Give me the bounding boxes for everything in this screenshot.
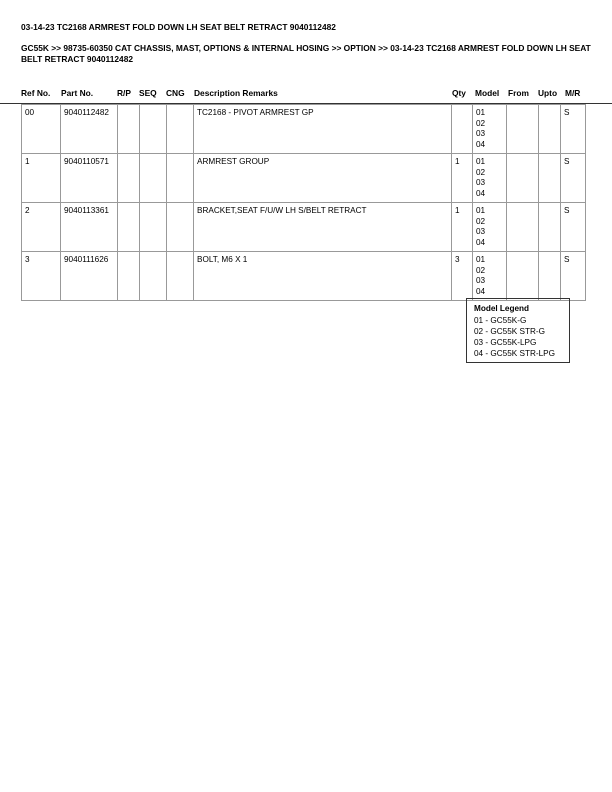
- model-code: 04: [476, 286, 486, 296]
- cell-ref: 1: [22, 154, 61, 203]
- cell-mr: S: [561, 252, 586, 301]
- cell-part: 9040110571: [61, 154, 118, 203]
- cell-cng: [167, 252, 194, 301]
- legend-item: 04 - GC55K STR-LPG: [474, 349, 555, 358]
- cell-upto: [539, 203, 561, 252]
- model-code: 02: [476, 265, 486, 275]
- model-code: 01: [476, 206, 486, 215]
- cell-mr: S: [561, 105, 586, 154]
- model-code: 02: [476, 216, 486, 226]
- cell-cng: [167, 203, 194, 252]
- cell-desc: TC2168 - PIVOT ARMREST GP: [194, 105, 452, 154]
- model-code: 04: [476, 139, 486, 149]
- cell-mr: S: [561, 203, 586, 252]
- cell-ref: 2: [22, 203, 61, 252]
- breadcrumb: GC55K >> 98735-60350 CAT CHASSIS, MAST, OPTIONS & INTERNAL HOSING >> OPTION >> 03-14-23 TC2168 ARMREST FOLD DOWN LH SEAT BELT RETRACT 9040112482: [21, 43, 591, 64]
- cell-from: [507, 105, 539, 154]
- model-code: 04: [476, 237, 486, 247]
- cell-desc: BOLT, M6 X 1: [194, 252, 452, 301]
- cell-part: 9040112482: [61, 105, 118, 154]
- column-header: From: [508, 88, 529, 98]
- legend-item: 02 - GC55K STR-G: [474, 327, 545, 336]
- cell-rp: [118, 154, 140, 203]
- cell-model: [473, 154, 507, 203]
- cell-seq: [140, 105, 167, 154]
- table-row: [22, 105, 586, 154]
- column-header: Qty: [452, 88, 466, 98]
- page-title: 03-14-23 TC2168 ARMREST FOLD DOWN LH SEAT BELT RETRACT 9040112482: [21, 22, 336, 32]
- parts-table: [21, 104, 586, 301]
- cell-part: 9040113361: [61, 203, 118, 252]
- column-header: CNG: [166, 88, 185, 98]
- model-code: 03: [476, 227, 486, 236]
- cell-ref: 00: [22, 105, 61, 154]
- model-legend: [466, 298, 570, 363]
- cell-qty: 1: [452, 154, 473, 203]
- table-row: [22, 252, 586, 301]
- cell-model: [473, 252, 507, 301]
- legend-title: Model Legend: [474, 304, 530, 313]
- cell-mr: S: [561, 154, 586, 203]
- cell-desc: BRACKET,SEAT F/U/W LH S/BELT RETRACT: [194, 203, 452, 252]
- model-code: 01: [476, 108, 486, 117]
- model-code: 01: [476, 255, 486, 264]
- cell-qty: 1: [452, 203, 473, 252]
- column-header: Part No.: [61, 88, 94, 98]
- column-header: Model: [475, 88, 500, 98]
- cell-rp: [118, 105, 140, 154]
- cell-ref: 3: [22, 252, 61, 301]
- cell-upto: [539, 105, 561, 154]
- cell-upto: [539, 252, 561, 301]
- model-code: 02: [476, 118, 486, 128]
- column-header: Description Remarks: [194, 88, 278, 98]
- cell-cng: [167, 154, 194, 203]
- cell-rp: [118, 252, 140, 301]
- cell-model: [473, 203, 507, 252]
- model-code: 01: [476, 157, 486, 166]
- column-header: Upto: [538, 88, 558, 98]
- cell-seq: [140, 154, 167, 203]
- column-header: M/R: [565, 88, 581, 98]
- column-header: R/P: [117, 88, 131, 98]
- cell-part: 9040111626: [61, 252, 118, 301]
- column-header: SEQ: [139, 88, 157, 98]
- model-code: 04: [476, 188, 486, 198]
- cell-cng: [167, 105, 194, 154]
- model-code: 02: [476, 167, 486, 177]
- cell-from: [507, 154, 539, 203]
- cell-desc: ARMREST GROUP: [194, 154, 452, 203]
- table-row: [22, 154, 586, 203]
- cell-seq: [140, 203, 167, 252]
- cell-from: [507, 252, 539, 301]
- legend-item: 03 - GC55K-LPG: [474, 338, 537, 347]
- cell-rp: [118, 203, 140, 252]
- cell-qty: 3: [452, 252, 473, 301]
- legend-item: 01 - GC55K-G: [474, 316, 527, 325]
- model-code: 03: [476, 276, 486, 285]
- cell-model: [473, 105, 507, 154]
- cell-seq: [140, 252, 167, 301]
- cell-upto: [539, 154, 561, 203]
- model-code: 03: [476, 129, 486, 138]
- table-row: [22, 203, 586, 252]
- model-code: 03: [476, 178, 486, 187]
- column-header: Ref No.: [21, 88, 51, 98]
- cell-qty: [452, 105, 473, 154]
- cell-from: [507, 203, 539, 252]
